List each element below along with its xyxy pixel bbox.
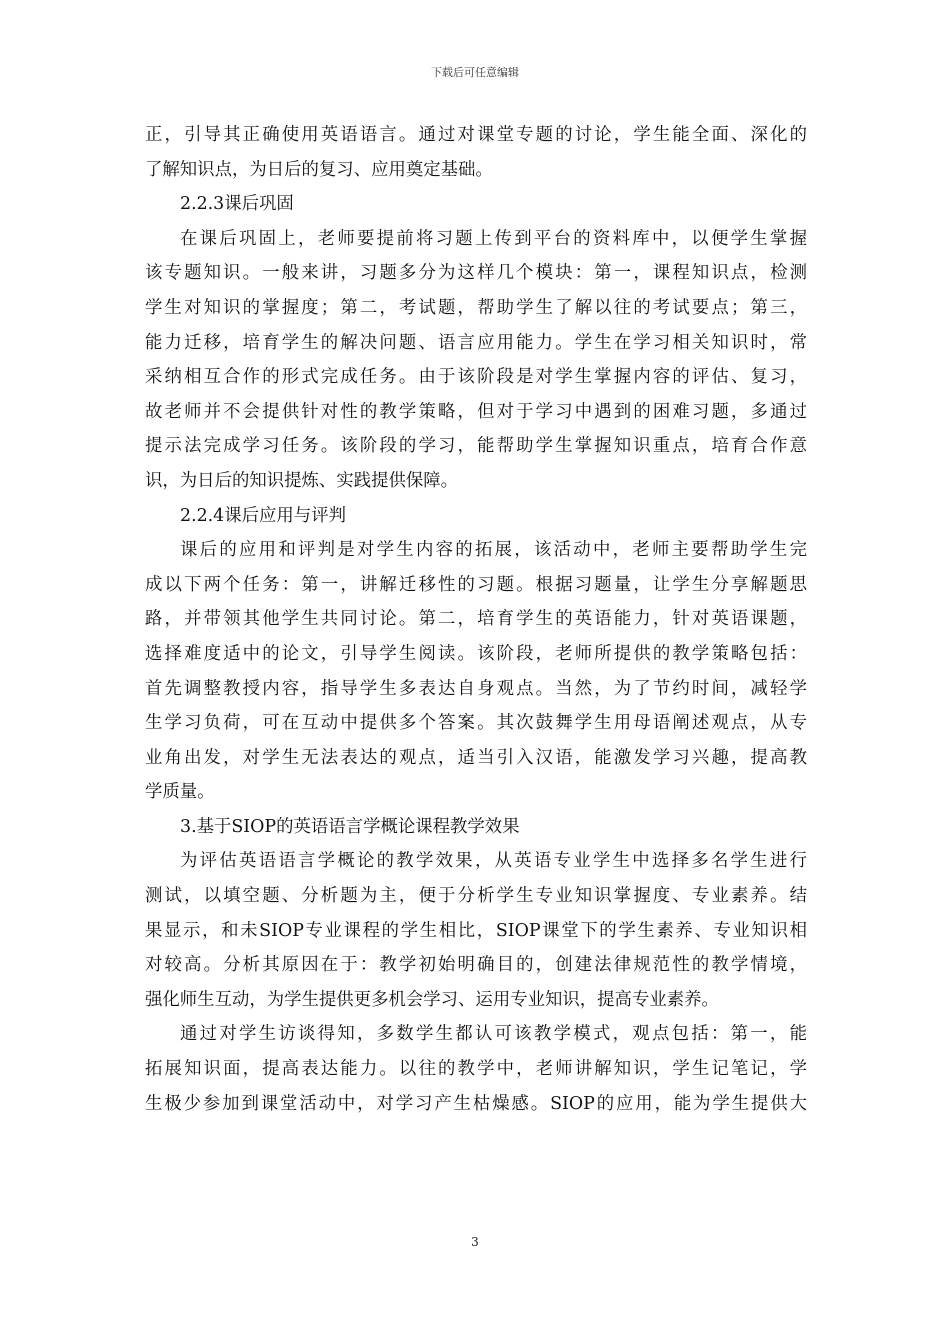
paragraph-line: 课后的应用和评判是对学生内容的拓展，该活动中，老师主要帮助学生完 [180, 540, 807, 561]
page-header-note: 下载后可任意编辑 [431, 66, 519, 79]
section-heading: 2.2.4课后应用与评判 [180, 505, 346, 526]
paragraph-line: 首先调整教授内容，指导学生多表达自身观点。当然，为了节约时间，减轻学 [145, 678, 807, 699]
page-number: 3 [471, 1235, 479, 1249]
paragraph [145, 533, 807, 810]
paragraph [145, 844, 807, 1017]
paragraph-line: 学生对知识的掌握度；第二，考试题，帮助学生了解以往的考试要点；第三， [145, 297, 807, 318]
paragraph-line: 成以下两个任务：第一，讲解迁移性的习题。根据习题量，让学生分享解题思 [145, 574, 807, 595]
paragraph [145, 1017, 807, 1121]
paragraph-line: 识，为日后的知识提炼、实践提供保障。 [145, 470, 459, 491]
paragraph-line: 对较高。分析其原因在于：教学初始明确目的，创建法律规范性的教学情境， [145, 955, 807, 976]
paragraph-line: 提示法完成学习任务。该阶段的学习，能帮助学生掌握知识重点，培育合作意 [145, 436, 807, 457]
paragraph-line: 业角出发，对学生无法表达的观点，适当引入汉语，能激发学习兴趣，提高教 [145, 747, 807, 768]
paragraph-line: 能力迁移，培育学生的解决问题、语言应用能力。学生在学习相关知识时，常 [145, 332, 807, 353]
paragraph-line: 果显示，和未SIOP专业课程的学生相比，SIOP课堂下的学生素养、专业知识相 [145, 920, 807, 941]
paragraph-line: 该专题知识。一般来讲，习题多分为这样几个模块：第一，课程知识点，检测 [145, 263, 807, 284]
paragraph-line: 测试，以填空题、分析题为主，便于分析学生专业知识掌握度、专业素养。结 [145, 886, 807, 907]
paragraph-line: 拓展知识面，提高表达能力。以往的教学中，老师讲解知识，学生记笔记，学 [145, 1059, 807, 1080]
paragraph-line: 路，并带领其他学生共同讨论。第二，培育学生的英语能力，针对英语课题， [145, 609, 807, 630]
section-heading: 3.基于SIOP的英语语言学概论课程教学效果 [180, 816, 520, 837]
paragraph [145, 118, 807, 187]
paragraph [145, 222, 807, 499]
paragraph-line: 采纳相互合作的形式完成任务。由于该阶段是对学生掌握内容的评估、复习， [145, 367, 807, 388]
section-heading: 2.2.3课后巩固 [180, 194, 294, 215]
paragraph-line: 生极少参加到课堂活动中，对学习产生枯燥感。SIOP的应用，能为学生提供大 [145, 1093, 807, 1114]
paragraph-line: 在课后巩固上，老师要提前将习题上传到平台的资料库中，以便学生掌握 [180, 228, 807, 249]
paragraph-line: 学质量。 [145, 782, 215, 803]
paragraph-line: 为评估英语语言学概论的教学效果，从英语专业学生中选择多名学生进行 [180, 851, 807, 872]
paragraph-line: 了解知识点，为日后的复习、应用奠定基础。 [145, 159, 493, 180]
paragraph-line: 生学习负荷，可在互动中提供多个答案。其次鼓舞学生用母语阐述观点，从专 [145, 713, 807, 734]
paragraph-line: 正，引导其正确使用英语语言。通过对课堂专题的讨论，学生能全面、深化的 [145, 125, 807, 145]
paragraph-line: 选择难度适中的论文，引导学生阅读。该阶段，老师所提供的教学策略包括： [145, 643, 807, 664]
paragraph-line: 强化师生互动，为学生提供更多机会学习、运用专业知识，提高专业素养。 [145, 989, 719, 1010]
paragraph-line: 故老师并不会提供针对性的教学策略，但对于学习中遇到的困难习题，多通过 [145, 401, 807, 422]
document-body [145, 118, 807, 1121]
paragraph-line: 通过对学生访谈得知，多数学生都认可该教学模式，观点包括：第一，能 [180, 1024, 807, 1045]
